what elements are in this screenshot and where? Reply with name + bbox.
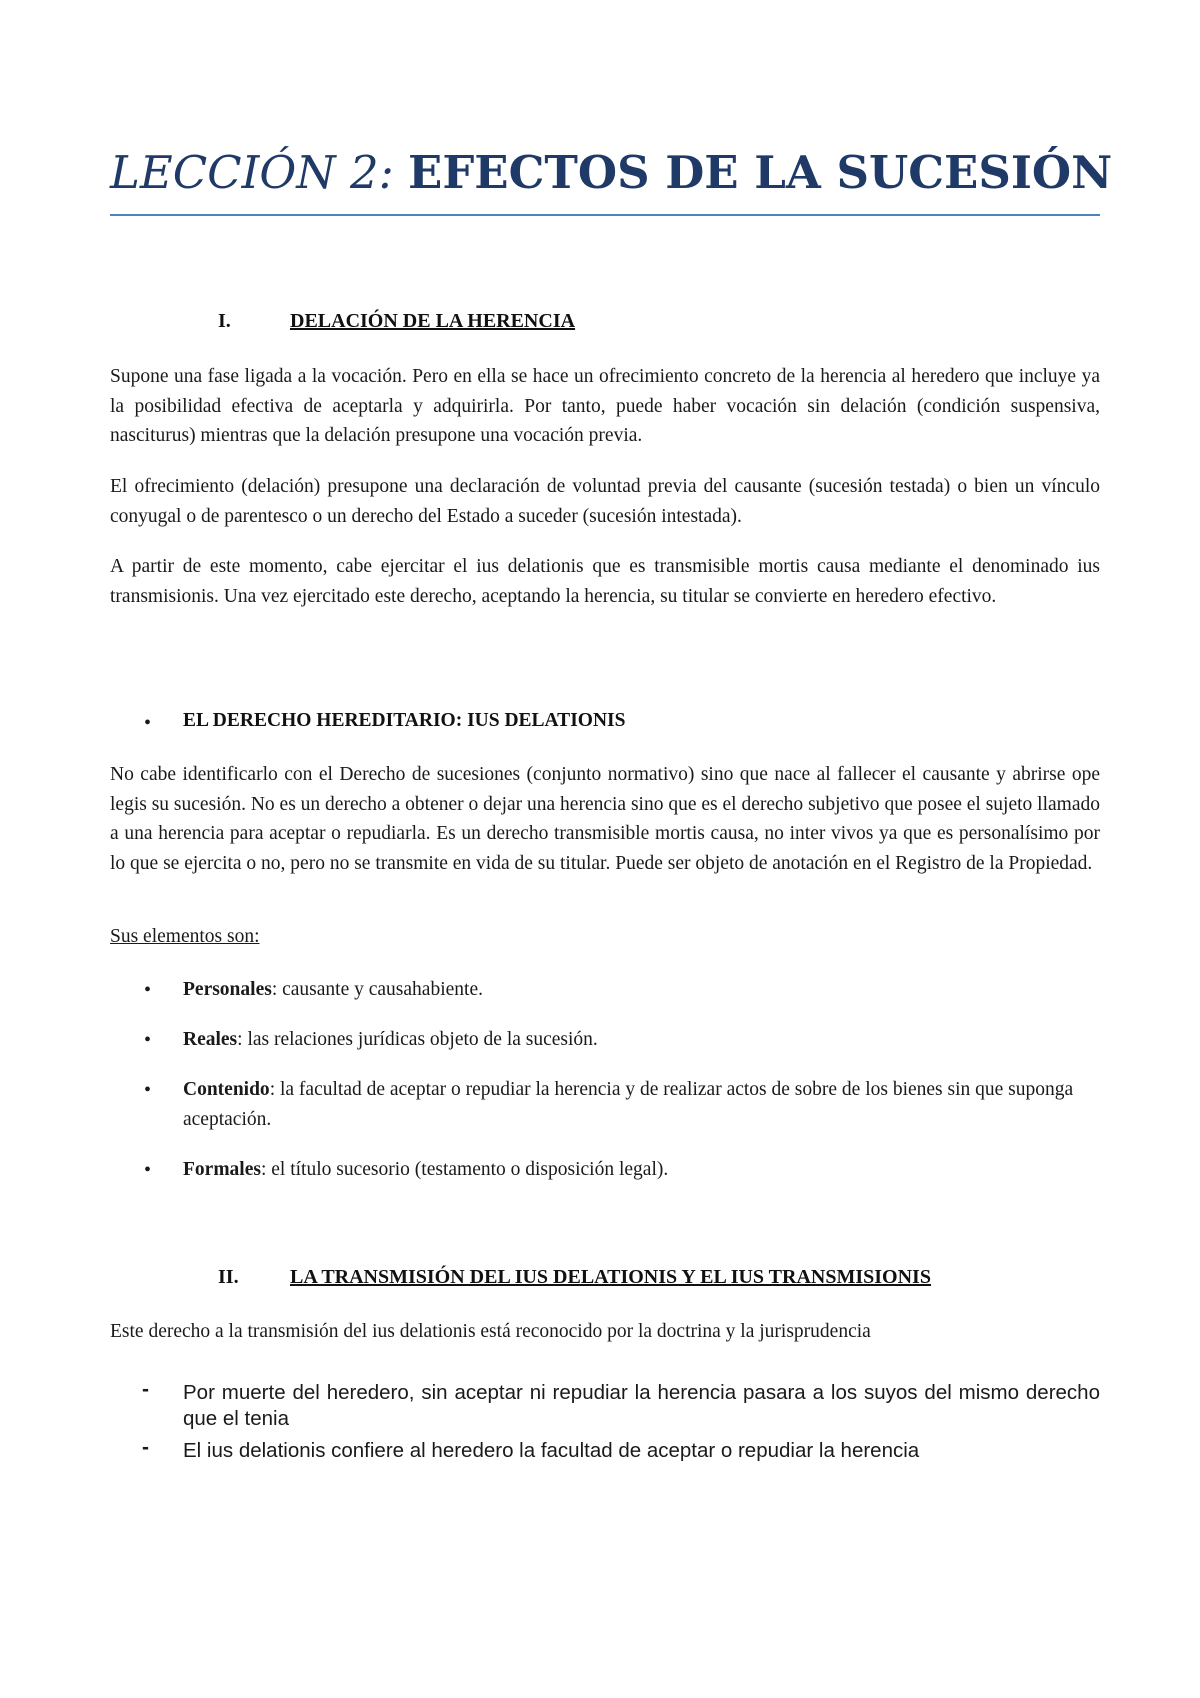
element-text: : la facultad de aceptar o repudiar la herencia y de realizar actos de sobre de los bienes sin que suponga aceptación. [183,1079,1074,1130]
subsection-bullet-icon: • [144,712,152,734]
element-item-formales [183,1155,1100,1185]
title-underline-rule [110,214,1100,216]
section-1-paragraph-1: Supone una fase ligada a la vocación. Pero en ella se hace un ofrecimiento concreto de la herencia al heredero que incluye ya la posibilidad efectiva de aceptarla y adquirirla. Por tanto, puede haber vocación sin delación (condición suspensiva, nasciturus) mientras que la delación presupone una vocación previa. [110,366,1100,446]
section-1-heading [218,310,575,333]
subsection-heading: EL DERECHO HEREDITARIO: IUS DELATIONIS [183,710,626,731]
bullet-icon: • [144,1029,152,1051]
bullet-icon: • [144,1079,152,1101]
section-1-paragraph-3: A partir de este momento, cabe ejercitar el ius delationis que es transmisible mortis causa mediante el denominado ius transmisionis. Una vez ejercitado este derecho, aceptando la herencia, su titular se convierte en heredero efectivo. [110,556,1100,607]
section-2-title: LA TRANSMISIÓN DEL IUS DELATIONIS Y EL IUS TRANSMISIONIS [290,1266,931,1288]
bullet-icon: • [144,1159,152,1181]
lesson-number: LECCIÓN 2: [110,146,394,199]
element-text: : el título sucesorio (testamento o disposición legal). [260,1159,669,1180]
element-term: Reales [183,1029,238,1050]
section-1-number: I. [218,310,231,332]
section-2-number: II. [218,1266,239,1288]
section-2-heading [218,1266,931,1289]
element-term: Personales [183,979,272,1000]
subsection-paragraph: No cabe identificarlo con el Derecho de sucesiones (conjunto normativo) sino que nace al fallecer el causante y abrirse ope legis su sucesión. No es un derecho a obtener o dejar una herencia sino que es el derecho subjetivo que posee el sujeto llamado a una herencia para aceptar o repudiarla. Es un derecho transmisible mortis causa, no inter vivos ya que es personalísimo por lo que se ejercita o no, pero no se transmite en vida de su titular. Puede ser objeto de anotación en el Registro de la Propiedad. [110,764,1100,874]
dash-item: El ius delationis confiere al heredero la facultad de aceptar o repudiar la herencia [183,1439,920,1462]
element-item-personales [183,975,1100,1005]
section-1-paragraph-2: El ofrecimiento (delación) presupone una declaración de voluntad previa del causante (sucesión testada) o bien un vínculo conyugal o de parentesco o un derecho del Estado a suceder (sucesión intestada). [110,476,1100,527]
element-term: Contenido [183,1079,270,1100]
element-term: Formales [183,1159,261,1180]
section-2-paragraph: Este derecho a la transmisión del ius delationis está reconocido por la doctrina y la jurisprudencia [110,1321,871,1342]
dash-bullet-icon: - [142,1378,149,1401]
element-item-reales [183,1025,1100,1055]
elements-label: Sus elementos son: [110,926,260,947]
element-text: : causante y causahabiente. [271,979,483,1000]
section-1-title: DELACIÓN DE LA HERENCIA [290,310,576,332]
element-item-contenido [183,1075,1100,1134]
dash-item: Por muerte del heredero, sin aceptar ni repudiar la herencia pasara a los suyos del mismo derecho que el tenia [183,1381,1100,1430]
element-text: : las relaciones jurídicas objeto de la sucesión. [237,1029,598,1050]
dash-bullet-icon: - [142,1436,149,1459]
lesson-name: EFECTOS DE LA SUCESIÓN [408,146,1113,199]
lesson-title [110,146,1113,199]
bullet-icon: • [144,979,152,1001]
